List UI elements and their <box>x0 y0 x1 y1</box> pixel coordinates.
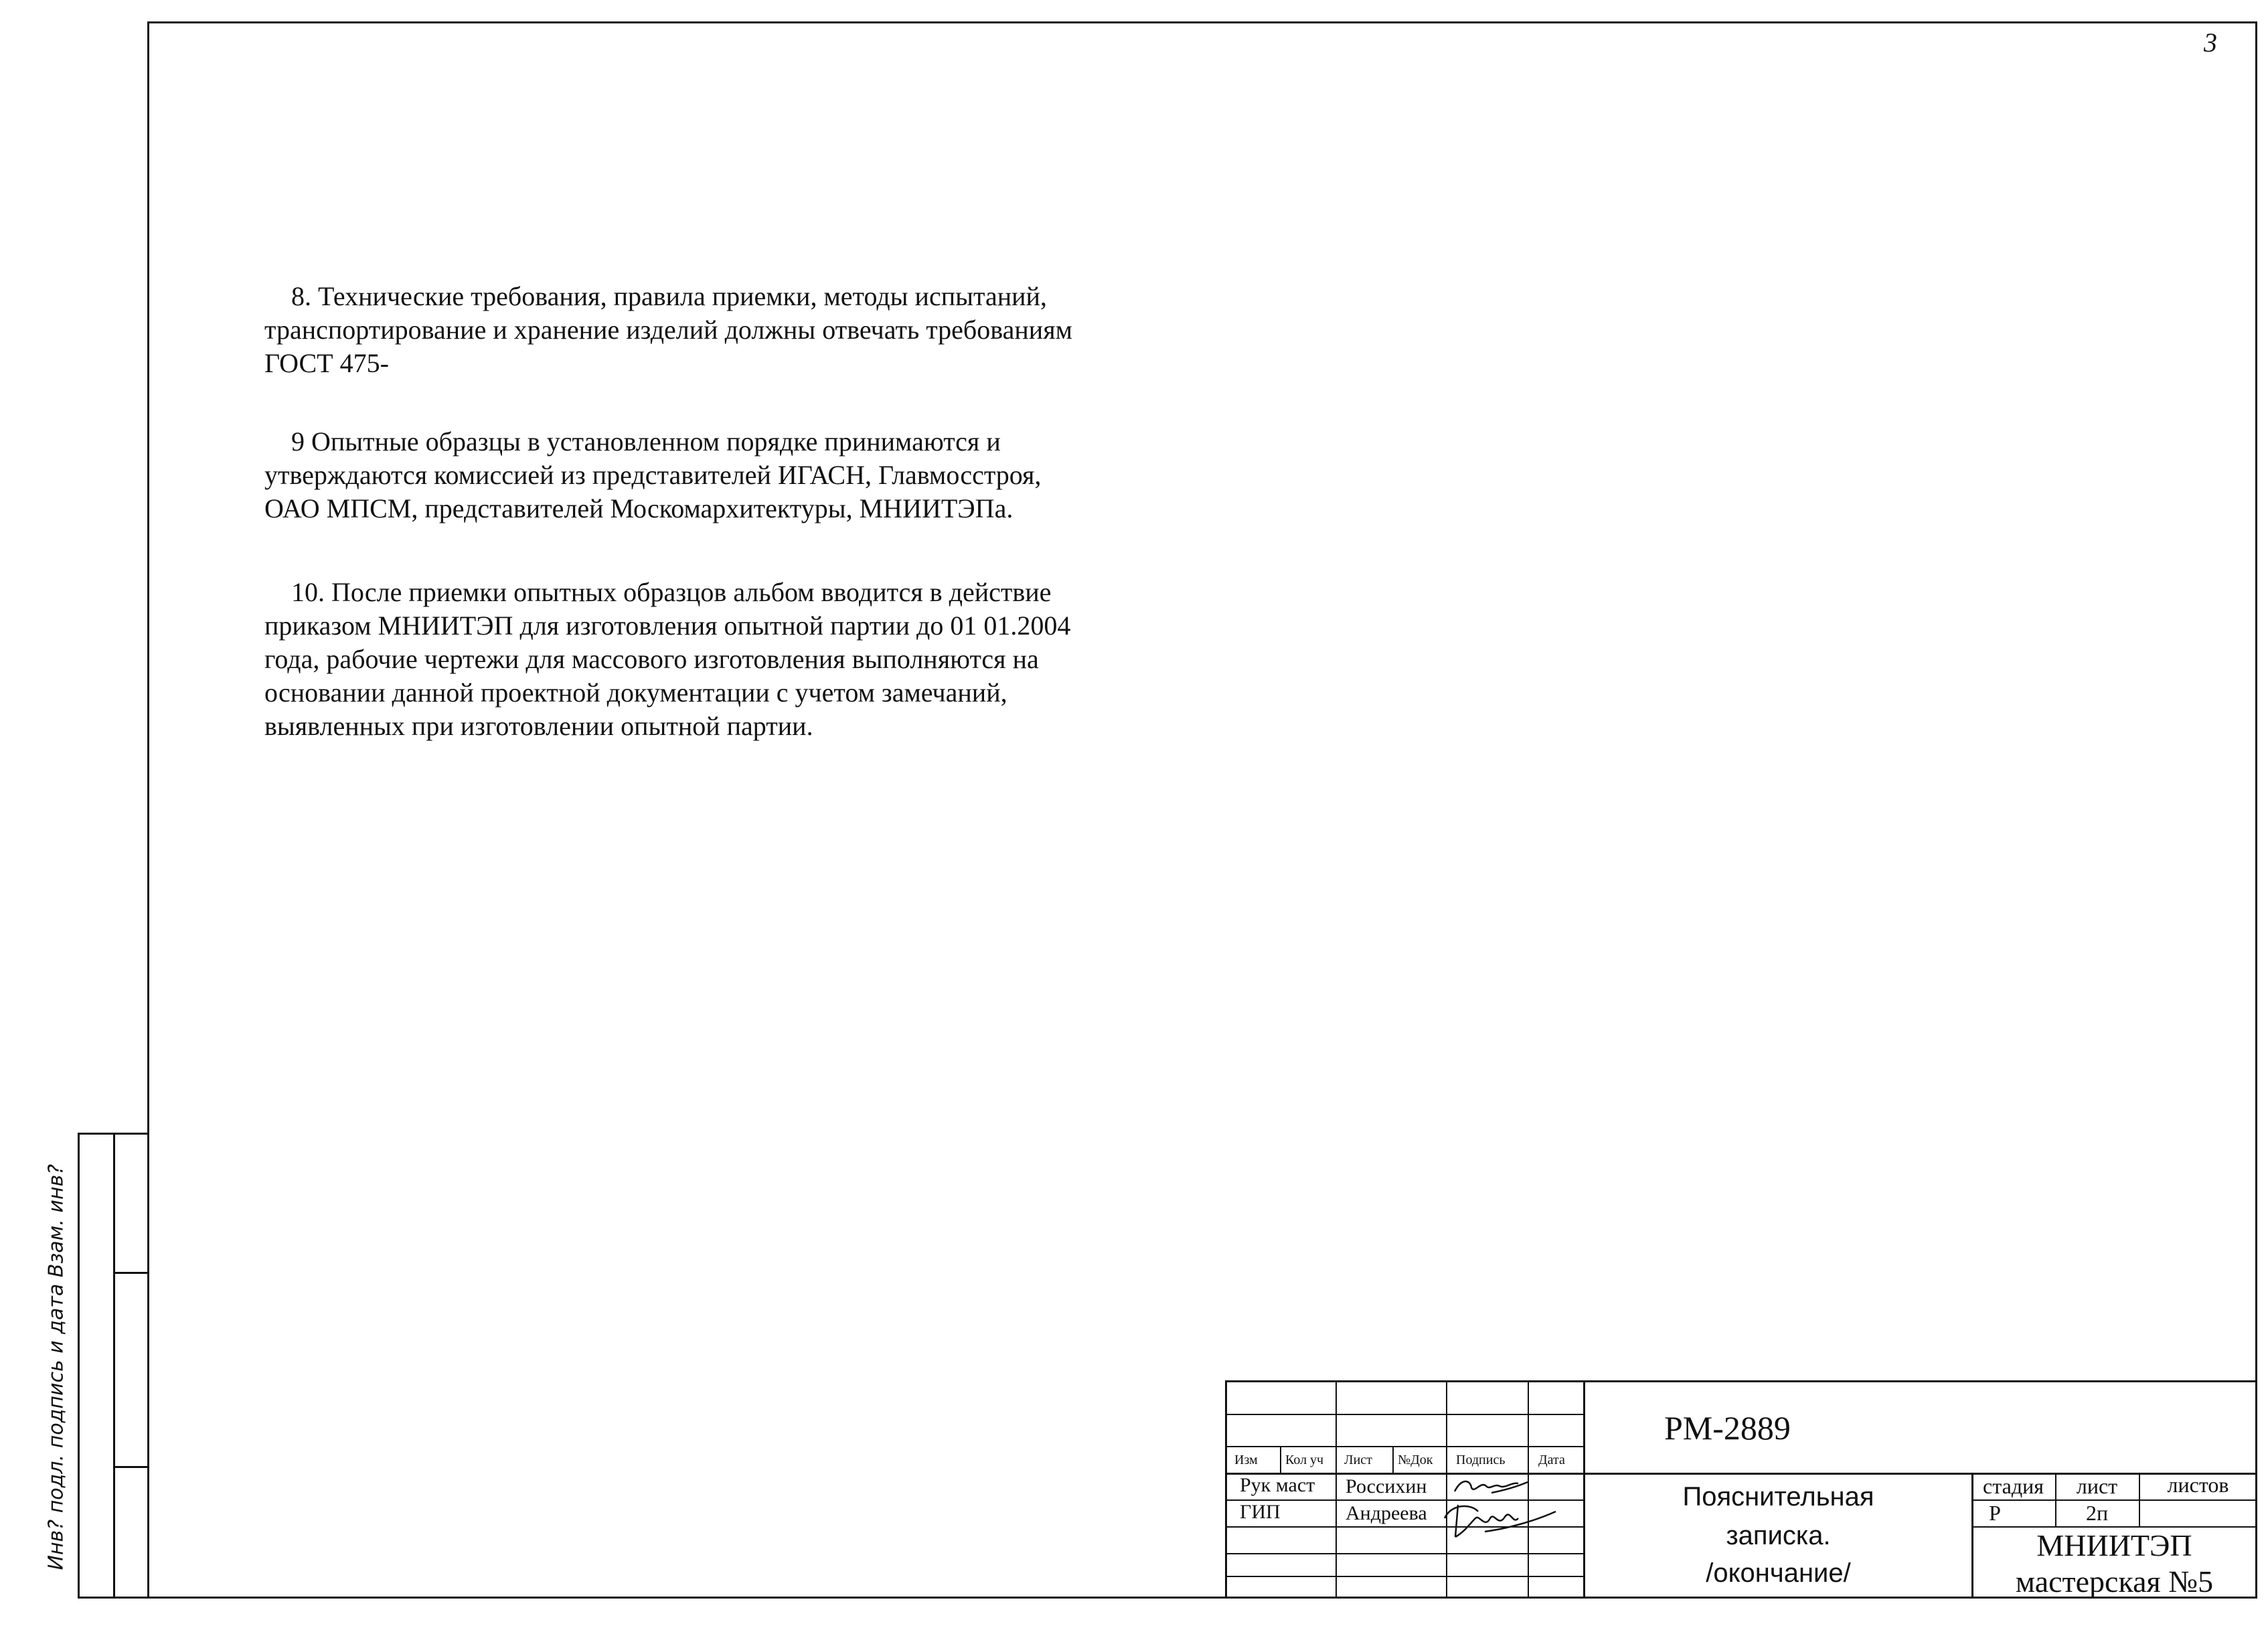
document-title-line: записка. <box>1726 1521 1831 1550</box>
paragraph-line: 8. Технические требования, правила приемки, методы испытаний, <box>291 281 1047 311</box>
paragraph-line: 9 Опытные образцы в установленном порядке принимаются и <box>291 426 1001 457</box>
binding-strip <box>78 1133 147 1599</box>
paragraph-line: приказом МНИИТЭП для изготовления опытной партии до 01 01.2004 <box>264 610 1071 641</box>
paragraph-line: утверждаются комиссией из представителей ИГАСН, Главмосстроя, <box>264 460 1042 490</box>
paragraph-line: 10. После приемки опытных образцов альбом вводится в действие <box>291 577 1052 607</box>
signature-rossikhin <box>1451 1473 1532 1501</box>
document-title-line: Пояснительная <box>1682 1482 1874 1512</box>
signature-andreeva <box>1438 1498 1558 1542</box>
sheet-value: 2п <box>2085 1501 2109 1525</box>
page-number: 3 <box>2204 27 2217 58</box>
signer-name: Россихин <box>1346 1475 1427 1497</box>
header-data: Дата <box>1538 1453 1565 1467</box>
document-code: РМ-2889 <box>1664 1409 1791 1447</box>
paragraph-line: основании данной проектной документации с учетом замечаний, <box>264 677 1007 708</box>
header-n-dok: №Док <box>1398 1453 1433 1467</box>
binding-strip-label: Инв? подл. подпись и дата Взам. инв? <box>44 1163 68 1570</box>
header-podpis: Подпись <box>1456 1453 1506 1467</box>
header-izm: Изм <box>1234 1453 1258 1467</box>
signer-role: ГИП <box>1240 1501 1281 1523</box>
sheets-header: листов <box>2167 1473 2229 1497</box>
organization-name: МНИИТЭП <box>2036 1528 2192 1562</box>
title-block <box>1225 1380 2257 1599</box>
drawing-frame <box>147 21 2257 1599</box>
sheet-header: лист <box>2076 1474 2118 1498</box>
paragraph-9 <box>264 425 1148 525</box>
document-title-line: /окончание/ <box>1706 1558 1851 1588</box>
header-list: Лист <box>1344 1453 1372 1467</box>
paragraph-8 <box>264 280 1148 380</box>
header-kol-uch: Кол уч <box>1285 1453 1324 1467</box>
organization-workshop: мастерская №5 <box>2015 1564 2214 1599</box>
signer-name: Андреева <box>1346 1502 1427 1524</box>
paragraph-line: выявленных при изготовлении опытной партии. <box>264 711 813 741</box>
paragraph-line: ГОСТ 475- <box>264 348 389 378</box>
signer-role: Рук маст <box>1240 1474 1315 1496</box>
stage-header: стадия <box>1983 1474 2044 1498</box>
paragraph-line: транспортирование и хранение изделий должны отвечать требованиям <box>264 315 1072 345</box>
paragraph-line: года, рабочие чертежи для массового изготовления выполняются на <box>264 644 1039 674</box>
paragraph-line: ОАО МПСМ, представителей Москомархитектуры, МНИИТЭПа. <box>264 493 1014 523</box>
paragraph-10 <box>264 576 1148 743</box>
stage-value: Р <box>1989 1501 2001 1525</box>
